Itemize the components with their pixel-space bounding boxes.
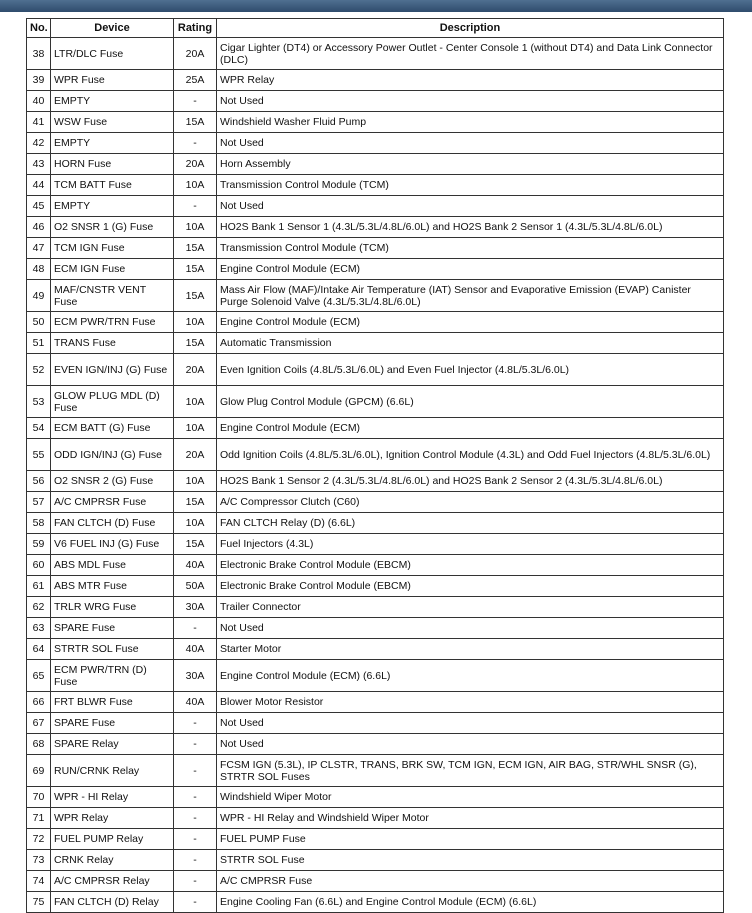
cell-device: TCM BATT Fuse [51,175,174,196]
cell-no: 51 [27,333,51,354]
cell-device: SPARE Relay [51,734,174,755]
table-row [27,534,724,555]
fuse-table-container [26,18,723,913]
cell-description: Not Used [217,133,724,154]
table-row [27,576,724,597]
cell-device: WPR - HI Relay [51,787,174,808]
table-row [27,175,724,196]
cell-description: Cigar Lighter (DT4) or Accessory Power Outlet - Center Console 1 (without DT4) and Data Link Connector (DLC) [217,38,724,70]
cell-rating: - [174,133,217,154]
cell-device: ABS MTR Fuse [51,576,174,597]
cell-rating: - [174,892,217,913]
cell-no: 75 [27,892,51,913]
header-device: Device [51,19,174,38]
cell-no: 41 [27,112,51,133]
cell-no: 47 [27,238,51,259]
cell-no: 54 [27,418,51,439]
cell-no: 55 [27,439,51,471]
cell-description: Fuel Injectors (4.3L) [217,534,724,555]
cell-no: 50 [27,312,51,333]
fuse-table [26,18,724,913]
cell-no: 70 [27,787,51,808]
cell-description: A/C Compressor Clutch (C60) [217,492,724,513]
cell-rating: - [174,829,217,850]
cell-description: Engine Control Module (ECM) [217,312,724,333]
cell-rating: - [174,787,217,808]
cell-no: 46 [27,217,51,238]
cell-rating: 15A [174,492,217,513]
cell-device: ECM IGN Fuse [51,259,174,280]
cell-rating: - [174,618,217,639]
cell-device: CRNK Relay [51,850,174,871]
cell-no: 58 [27,513,51,534]
table-row [27,386,724,418]
cell-description: Electronic Brake Control Module (EBCM) [217,576,724,597]
cell-device: HORN Fuse [51,154,174,175]
cell-no: 66 [27,692,51,713]
cell-device: ECM PWR/TRN Fuse [51,312,174,333]
cell-description: Even Ignition Coils (4.8L/5.3L/6.0L) and Even Fuel Injector (4.8L/5.3L/6.0L) [217,354,724,386]
table-row [27,333,724,354]
table-row [27,692,724,713]
table-row [27,196,724,217]
cell-device: EVEN IGN/INJ (G) Fuse [51,354,174,386]
table-row [27,492,724,513]
cell-description: Windshield Washer Fluid Pump [217,112,724,133]
cell-no: 63 [27,618,51,639]
cell-device: TRLR WRG Fuse [51,597,174,618]
cell-description: WPR - HI Relay and Windshield Wiper Motor [217,808,724,829]
cell-description: Electronic Brake Control Module (EBCM) [217,555,724,576]
cell-device: FRT BLWR Fuse [51,692,174,713]
cell-device: ODD IGN/INJ (G) Fuse [51,439,174,471]
table-row [27,734,724,755]
cell-device: EMPTY [51,196,174,217]
cell-rating: 15A [174,280,217,312]
table-row [27,471,724,492]
cell-rating: - [174,91,217,112]
cell-device: WPR Relay [51,808,174,829]
cell-device: EMPTY [51,133,174,154]
cell-no: 65 [27,660,51,692]
cell-device: RUN/CRNK Relay [51,755,174,787]
cell-no: 71 [27,808,51,829]
cell-device: WPR Fuse [51,70,174,91]
table-row [27,133,724,154]
table-row [27,660,724,692]
cell-rating: 20A [174,439,217,471]
cell-rating: 10A [174,217,217,238]
cell-rating: 10A [174,418,217,439]
cell-rating: 40A [174,639,217,660]
cell-device: V6 FUEL INJ (G) Fuse [51,534,174,555]
cell-device: A/C CMPRSR Fuse [51,492,174,513]
cell-rating: - [174,196,217,217]
table-row [27,280,724,312]
table-row [27,618,724,639]
cell-rating: 40A [174,692,217,713]
table-row [27,439,724,471]
table-row [27,713,724,734]
cell-rating: 40A [174,555,217,576]
cell-rating: 15A [174,238,217,259]
cell-device: O2 SNSR 2 (G) Fuse [51,471,174,492]
cell-no: 48 [27,259,51,280]
cell-description: Horn Assembly [217,154,724,175]
cell-no: 59 [27,534,51,555]
cell-description: Windshield Wiper Motor [217,787,724,808]
window-top-bar [0,0,752,12]
table-row [27,555,724,576]
cell-description: Glow Plug Control Module (GPCM) (6.6L) [217,386,724,418]
cell-description: Blower Motor Resistor [217,692,724,713]
cell-device: EMPTY [51,91,174,112]
cell-no: 68 [27,734,51,755]
cell-rating: - [174,850,217,871]
cell-description: Engine Cooling Fan (6.6L) and Engine Control Module (ECM) (6.6L) [217,892,724,913]
cell-device: LTR/DLC Fuse [51,38,174,70]
cell-rating: 10A [174,386,217,418]
cell-description: Odd Ignition Coils (4.8L/5.3L/6.0L), Ignition Control Module (4.3L) and Odd Fuel Injectors (4.8L/5.3L/6.0L) [217,439,724,471]
cell-no: 42 [27,133,51,154]
cell-description: Not Used [217,91,724,112]
cell-no: 61 [27,576,51,597]
table-row [27,787,724,808]
cell-device: FUEL PUMP Relay [51,829,174,850]
cell-rating: - [174,713,217,734]
table-row [27,871,724,892]
cell-description: Not Used [217,734,724,755]
cell-description: Automatic Transmission [217,333,724,354]
cell-no: 62 [27,597,51,618]
cell-no: 53 [27,386,51,418]
cell-rating: 30A [174,597,217,618]
cell-description: Mass Air Flow (MAF)/Intake Air Temperature (IAT) Sensor and Evaporative Emission (EVAP) Canister Purge Solenoid Valve (4.3L/5.3L/4.8L/6.0L) [217,280,724,312]
cell-description: FUEL PUMP Fuse [217,829,724,850]
cell-description: WPR Relay [217,70,724,91]
cell-device: GLOW PLUG MDL (D) Fuse [51,386,174,418]
cell-no: 57 [27,492,51,513]
header-description: Description [217,19,724,38]
cell-rating: 30A [174,660,217,692]
cell-description: Not Used [217,196,724,217]
cell-no: 44 [27,175,51,196]
cell-rating: 20A [174,354,217,386]
cell-description: Not Used [217,618,724,639]
cell-rating: 10A [174,312,217,333]
table-row [27,808,724,829]
cell-rating: - [174,734,217,755]
cell-rating: - [174,755,217,787]
cell-no: 40 [27,91,51,112]
cell-description: FCSM IGN (5.3L), IP CLSTR, TRANS, BRK SW, TCM IGN, ECM IGN, AIR BAG, STR/WHL SNSR (G), STRTR SOL Fuses [217,755,724,787]
table-row [27,70,724,91]
cell-rating: 20A [174,154,217,175]
cell-device: A/C CMPRSR Relay [51,871,174,892]
cell-device: O2 SNSR 1 (G) Fuse [51,217,174,238]
table-row [27,513,724,534]
cell-description: Transmission Control Module (TCM) [217,238,724,259]
cell-device: TRANS Fuse [51,333,174,354]
cell-device: ECM BATT (G) Fuse [51,418,174,439]
cell-description: Starter Motor [217,639,724,660]
cell-device: FAN CLTCH (D) Fuse [51,513,174,534]
cell-no: 39 [27,70,51,91]
cell-description: A/C CMPRSR Fuse [217,871,724,892]
cell-no: 56 [27,471,51,492]
table-row [27,112,724,133]
table-row [27,38,724,70]
cell-no: 64 [27,639,51,660]
cell-no: 67 [27,713,51,734]
cell-rating: 10A [174,471,217,492]
table-row [27,91,724,112]
cell-description: HO2S Bank 1 Sensor 2 (4.3L/5.3L/4.8L/6.0L) and HO2S Bank 2 Sensor 2 (4.3L/5.3L/4.8L/6.0L) [217,471,724,492]
cell-device: STRTR SOL Fuse [51,639,174,660]
header-no: No. [27,19,51,38]
cell-no: 49 [27,280,51,312]
table-row [27,639,724,660]
cell-description: Transmission Control Module (TCM) [217,175,724,196]
table-row [27,829,724,850]
cell-rating: 50A [174,576,217,597]
cell-description: Engine Control Module (ECM) [217,418,724,439]
cell-rating: 20A [174,38,217,70]
cell-no: 69 [27,755,51,787]
cell-no: 72 [27,829,51,850]
cell-description: Not Used [217,713,724,734]
cell-device: SPARE Fuse [51,618,174,639]
cell-rating: 15A [174,259,217,280]
cell-no: 60 [27,555,51,576]
cell-description: Trailer Connector [217,597,724,618]
table-header-row [27,19,724,38]
cell-device: ECM PWR/TRN (D) Fuse [51,660,174,692]
cell-device: FAN CLTCH (D) Relay [51,892,174,913]
header-rating: Rating [174,19,217,38]
table-row [27,850,724,871]
cell-rating: - [174,871,217,892]
table-row [27,354,724,386]
cell-description: HO2S Bank 1 Sensor 1 (4.3L/5.3L/4.8L/6.0L) and HO2S Bank 2 Sensor 1 (4.3L/5.3L/4.8L/6.0L) [217,217,724,238]
table-row [27,259,724,280]
cell-description: STRTR SOL Fuse [217,850,724,871]
table-row [27,418,724,439]
cell-no: 43 [27,154,51,175]
cell-rating: 10A [174,513,217,534]
cell-rating: 15A [174,112,217,133]
table-row [27,755,724,787]
table-row [27,892,724,913]
table-row [27,238,724,259]
cell-no: 74 [27,871,51,892]
cell-rating: 15A [174,333,217,354]
table-row [27,154,724,175]
cell-no: 52 [27,354,51,386]
cell-no: 38 [27,38,51,70]
cell-rating: - [174,808,217,829]
cell-rating: 25A [174,70,217,91]
cell-device: MAF/CNSTR VENT Fuse [51,280,174,312]
cell-device: ABS MDL Fuse [51,555,174,576]
cell-device: WSW Fuse [51,112,174,133]
cell-description: FAN CLTCH Relay (D) (6.6L) [217,513,724,534]
cell-rating: 10A [174,175,217,196]
table-row [27,312,724,333]
cell-device: SPARE Fuse [51,713,174,734]
table-row [27,597,724,618]
cell-no: 73 [27,850,51,871]
cell-description: Engine Control Module (ECM) [217,259,724,280]
cell-device: TCM IGN Fuse [51,238,174,259]
cell-rating: 15A [174,534,217,555]
table-row [27,217,724,238]
cell-description: Engine Control Module (ECM) (6.6L) [217,660,724,692]
cell-no: 45 [27,196,51,217]
